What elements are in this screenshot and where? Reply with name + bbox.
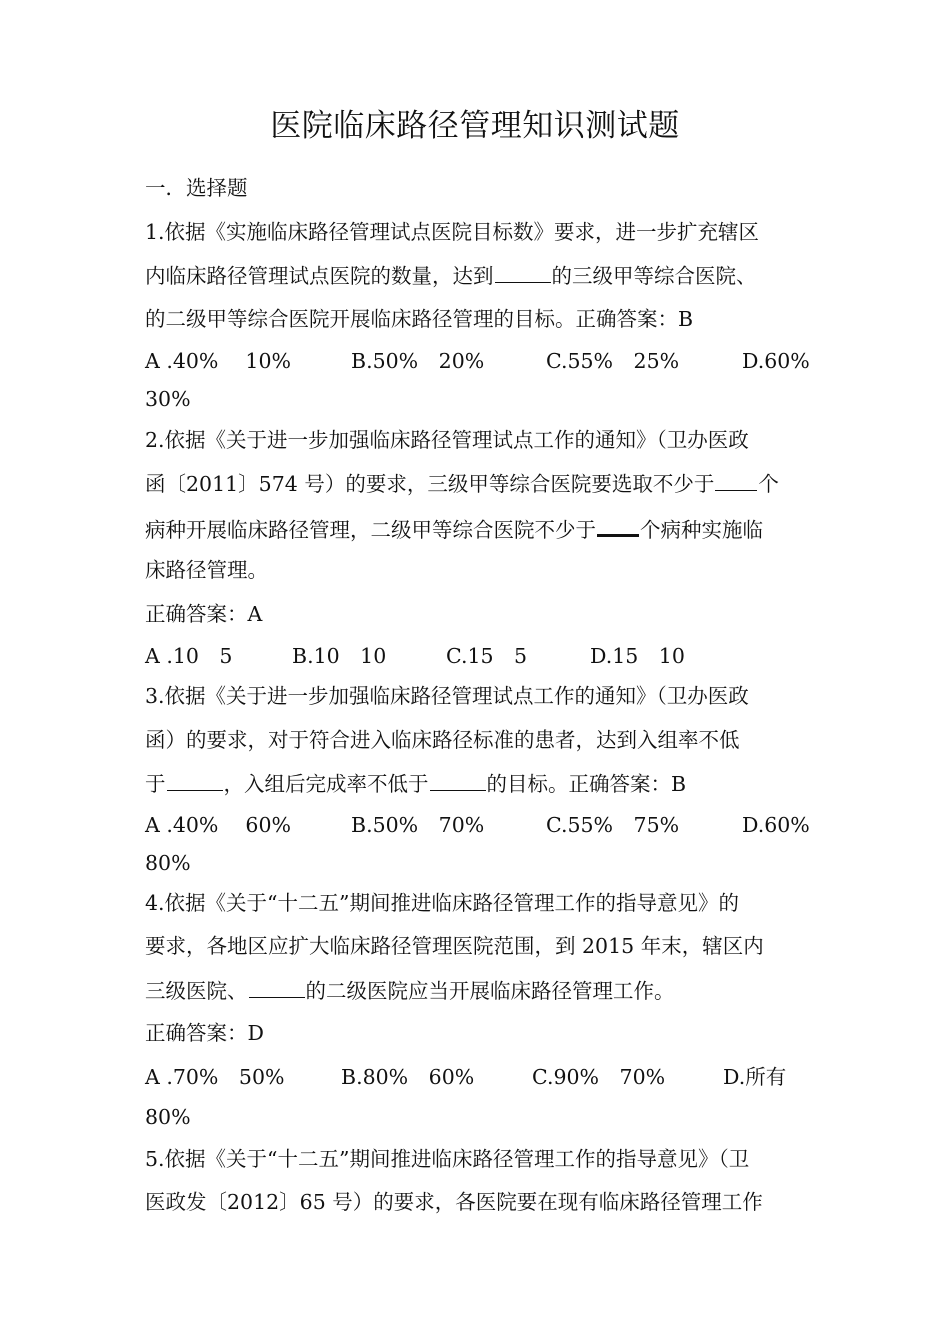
page-title: 医院临床路径管理知识测试题 [270,108,680,144]
question-1-text: 的三级甲等综合医院、 [551,264,757,288]
question-3-text: 的目标。正确答案：B [486,772,687,796]
question-3-text: ，入组后完成率不低于 [223,772,429,796]
question-4-line-3 [145,977,675,1004]
question-2-option-a: A .10 5 [145,644,233,668]
question-3-option-d-wrap: 80% [145,851,191,875]
question-4-text: 三级医院、 [145,979,248,1003]
answer-blank [430,770,486,791]
question-3-option-b: B.50% 70% [351,813,485,837]
question-4-option-a: A .70% 50% [145,1065,285,1089]
question-4-line-1: 4.依据《关于“十二五”期间推进临床路径管理工作的指导意见》的 [145,891,740,915]
question-4-line-2: 要求，各地区应扩大临床路径管理医院范围，到 2015 年末，辖区内 [145,934,764,958]
question-1-option-c: C.55% 25% [546,349,680,373]
question-2-line-1: 2.依据《关于进一步加强临床路径管理试点工作的通知》（卫办医政 [145,428,749,452]
question-3-line-2: 函）的要求，对于符合进入临床路径标准的患者，达到入组率不低 [145,728,740,752]
answer-blank [597,514,639,537]
question-3-option-a: A .40% 60% [145,813,291,837]
question-4-option-b: B.80% 60% [341,1065,475,1089]
question-4-option-c: C.90% 70% [532,1065,666,1089]
question-1-option-d: D.60% [742,349,810,373]
question-2-answer: 正确答案：A [145,602,263,626]
question-2-line-2 [145,470,779,497]
question-2-text: 个 [758,472,779,496]
answer-blank [715,470,757,491]
question-4-answer: 正确答案：D [145,1021,264,1045]
question-2-option-d: D.15 10 [590,644,685,668]
question-3-text: 于 [145,772,166,796]
question-1-option-d-wrap: 30% [145,387,191,411]
question-2-line-3 [145,514,763,543]
question-2-option-b: B.10 10 [292,644,387,668]
question-3-option-d: D.60% [742,813,810,837]
question-2-line-4: 床路径管理。 [145,558,268,582]
question-5-line-2: 医政发〔2012〕65 号）的要求，各医院要在现有临床路径管理工作 [145,1190,763,1214]
question-3-line-1: 3.依据《关于进一步加强临床路径管理试点工作的通知》（卫办医政 [145,684,749,708]
answer-blank [495,262,551,283]
question-1-line-3: 的二级甲等综合医院开展临床路径管理的目标。正确答案：B [145,307,694,331]
question-1-line-2 [145,262,757,289]
answer-blank [167,770,223,791]
question-1-option-b: B.50% 20% [351,349,485,373]
question-4-option-d: D.所有 [723,1065,787,1089]
question-4-option-d-wrap: 80% [145,1105,191,1129]
answer-blank [249,977,305,998]
question-1-line-1: 1.依据《实施临床路径管理试点医院目标数》要求，进一步扩充辖区 [145,220,760,244]
question-5-line-1: 5.依据《关于“十二五”期间推进临床路径管理工作的指导意见》（卫 [145,1147,750,1171]
question-2-text: 病种开展临床路径管理，二级甲等综合医院不少于 [145,518,596,542]
section-heading: 一．选择题 [145,176,248,200]
question-2-option-c: C.15 5 [446,644,528,668]
question-2-text: 个病种实施临 [640,518,763,542]
question-3-option-c: C.55% 75% [546,813,680,837]
question-2-text: 函〔2011〕574 号）的要求，三级甲等综合医院要选取不少于 [145,472,715,496]
question-1-text: 内临床路径管理试点医院的数量，达到 [145,264,494,288]
question-1-option-a: A .40% 10% [145,349,291,373]
question-3-line-3 [145,770,686,797]
question-4-text: 的二级医院应当开展临床路径管理工作。 [305,979,675,1003]
